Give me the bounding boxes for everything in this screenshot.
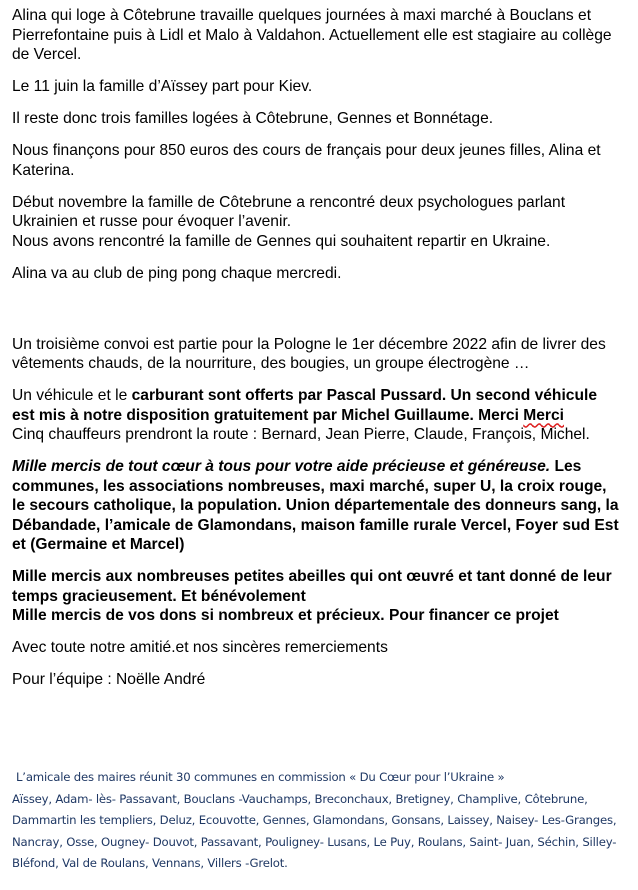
drivers-line: Cinq chauffeurs prendront la route : Bernard, Jean Pierre, Claude, François, Michel. [12, 426, 590, 443]
paragraph-aissey-departure: Le 11 juin la famille d’Aïssey part pour Kiev. [12, 78, 313, 95]
footer-communes-block [12, 767, 624, 875]
paragraph-thanks-all [12, 457, 620, 555]
paragraph-alina-work: Alina qui loge à Côtebrune travaille quelques journées à maxi marché à Bouclans et Pierrefontaine puis à Lidl et Malo à Valdahon. Actuellement elle est stagiaire au collège de Vercel. [12, 7, 612, 63]
paragraph-french-courses: Nous finançons pour 850 euros des cours de français pour deux jeunes filles, Alina et Katerina. [12, 142, 601, 179]
paragraph-ping-pong: Alina va au club de ping pong chaque mercredi. [12, 264, 342, 282]
paragraph-vehicles [12, 386, 620, 445]
volunteers-line: Mille mercis aux nombreuses petites abeilles qui ont œuvré et tant donné de leur temps gracieusement. Et bénévolement [12, 568, 612, 605]
merci-misspelled-word: Merci [523, 406, 564, 424]
paragraph-signature: Pour l’équipe : Noëlle André [12, 671, 206, 688]
thanks-italic-text: Mille mercis de tout cœur à tous pour votre aide précieuse et généreuse. [12, 458, 551, 475]
paragraph-volunteers [12, 567, 620, 626]
footer-communes-list: Aïssey, Adam- lès- Passavant, Bouclans -Vauchamps, Breconchaux, Bretigney, Champlive, Côtebrune, Dammartin les templiers, Deluz, Ecouvotte, Gennes, Glamondans, Gonsans, Laissey, Naisey- Les-Granges, Nancray, Osse, Ougney- Douvot, Passavant, Pouligney- Lusans, Le Puy, Roulans, Saint- Juan, Séchin, Silley- Bléfond, Val de Roulans, Vennans, Villers -Grelot. [12, 791, 617, 871]
spacer [12, 296, 620, 335]
footer-intro: L’amicale des maires réunit 30 communes en commission « Du Cœur pour l’Ukraine » [16, 770, 505, 784]
vehicles-text-bold: carburant sont offerts par Pascal Pussard. Un second véhicule est mis à notre disposition gratuitement par Michel Guillaume. Merci [12, 387, 597, 424]
letter-body [12, 6, 620, 702]
paragraph-psychologists [12, 193, 620, 252]
psychologists-line: Début novembre la famille de Côtebrune a rencontré deux psychologues parlant Ukrainien et russe pour évoquer l’avenir. [12, 193, 566, 230]
paragraph-closing: Avec toute notre amitié.et nos sincères remerciements [12, 639, 388, 656]
gennes-family-line: Nous avons rencontré la famille de Gennes qui souhaitent repartir en Ukraine. [12, 232, 551, 250]
paragraph-third-convoy: Un troisième convoi est partie pour la Pologne le 1er décembre 2022 afin de livrer des vêtements chauds, de la nourriture, des bougies, un groupe électrogène … [12, 335, 606, 372]
donations-line: Mille mercis de vos dons si nombreux et précieux. Pour financer ce projet [12, 607, 559, 624]
thanks-partners-text: Les communes, les associations nombreuses, maxi marché, super U, la croix rouge, le secours catholique, la population. Union départementale des donneurs sang, la Débandade, l’amicale de Glamondans, maison famille rurale Vercel, Foyer sud Est et (Germaine et Marcel) [12, 458, 619, 553]
paragraph-remaining-families: Il reste donc trois familles logées à Côtebrune, Gennes et Bonnétage. [12, 110, 494, 127]
vehicles-text-start: Un véhicule et le [12, 387, 132, 404]
